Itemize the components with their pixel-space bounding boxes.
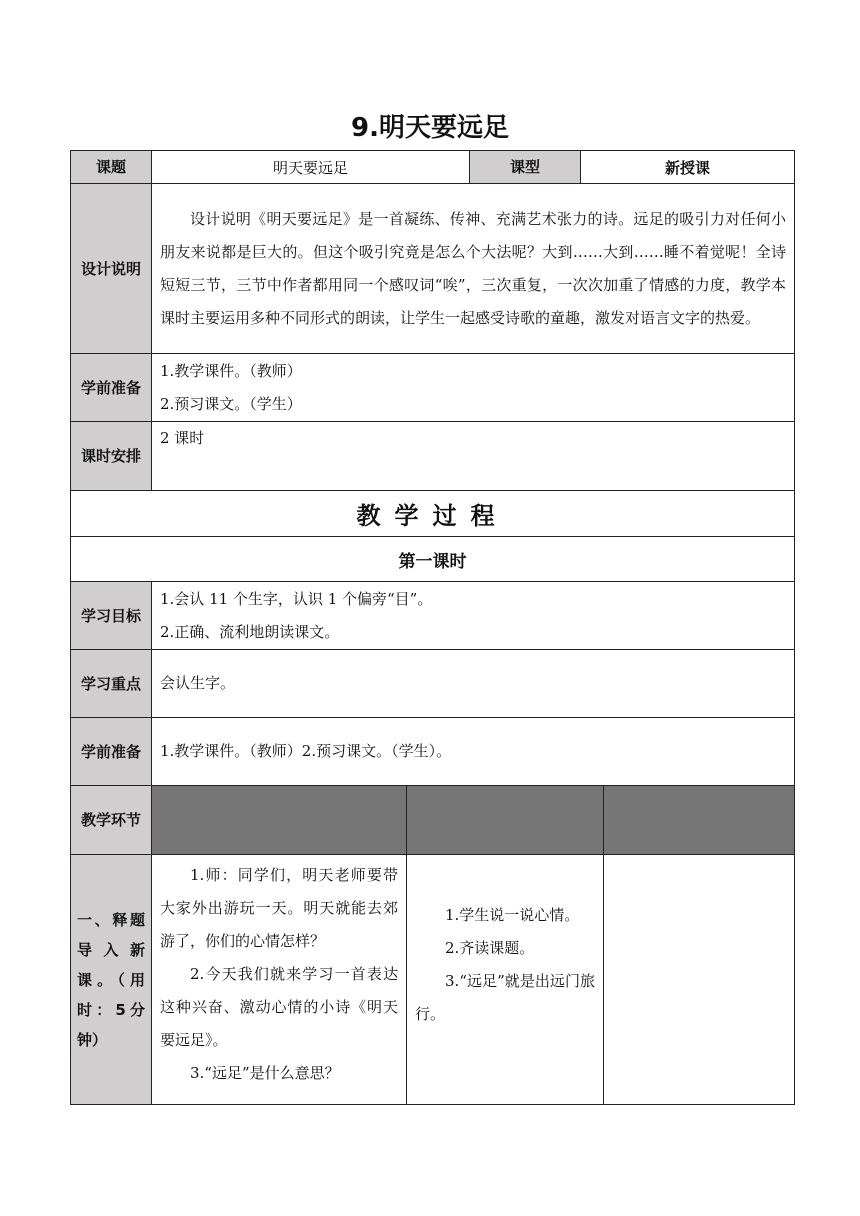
stage1-teacher: [152, 855, 407, 1105]
goals-line-1: 1.会认 11 个生字，认识 1 个偏旁“目”。: [160, 589, 433, 608]
process-title-row: [71, 491, 795, 537]
note-column-header: [604, 786, 795, 855]
prep-line-1: 1.教学课件。（教师）: [160, 361, 302, 380]
focus-label: 学习重点: [71, 650, 152, 718]
lesson-title-row: [71, 537, 795, 582]
type-label: 课型: [470, 151, 581, 184]
lesson-plan-table: [70, 150, 795, 1105]
stage1-student: [407, 855, 604, 1105]
schedule-label: 课时安排: [71, 422, 152, 491]
stage1-student-3: 3.“远足”就是出远门旅行。: [415, 972, 596, 1023]
topic-label: 课题: [71, 151, 152, 184]
type-value: 新授课: [581, 151, 795, 184]
goals-row: [71, 582, 795, 650]
schedule-value: 2 课时: [152, 422, 795, 491]
goals-label: 学习目标: [71, 582, 152, 650]
prep-label: 学前准备: [71, 354, 152, 422]
stage1-row: [71, 855, 795, 1105]
schedule-row: [71, 422, 795, 491]
document-title: 9.明天要远足: [351, 113, 509, 143]
stage1-note: [604, 855, 795, 1105]
topic-value: 明天要远足: [152, 151, 470, 184]
stage1-teacher-1: 1.师：同学们，明天老师要带大家外出游玩一天。明天就能去郊游了，你们的心情怎样？: [160, 866, 398, 950]
lesson-title: 第一课时: [71, 537, 795, 582]
focus-row: [71, 650, 795, 718]
stage-header-row: [71, 786, 795, 855]
design-row: [71, 184, 795, 354]
goals-lines: [152, 582, 795, 650]
prep-row: [71, 354, 795, 422]
design-text: 设计说明《明天要远足》是一首凝练、传神、充满艺术张力的诗。远足的吸引力对任何小朋友来说都是巨大的。但这个吸引究竟是怎么个大法呢？大到……大到……睡不着觉呢！全诗短短三节，三节中作者都用同一个感叹词“唉”，三次重复，一次次加重了情感的力度，教学本课时主要运用多种不同形式的朗读，让学生一起感受诗歌的童趣，激发对语言文字的热爱。: [152, 184, 795, 354]
goals-line-2: 2.正确、流利地朗读课文。: [160, 622, 340, 641]
stage1-teacher-2: 2.今天我们就来学习一首表达这种兴奋、激动心情的小诗《明天要远足》。: [160, 965, 398, 1049]
stage-header-label: 教学环节: [71, 786, 152, 855]
stage1-student-2: 2.齐读课题。: [445, 939, 535, 957]
design-label: 设计说明: [71, 184, 152, 354]
prep2-row: [71, 718, 795, 786]
header-row: [71, 151, 795, 184]
process-title: 教学过程: [71, 491, 795, 537]
prep2-value: 1.教学课件。（教师）2.预习课文。（学生）。: [152, 718, 795, 786]
student-column-header: [407, 786, 604, 855]
teacher-column-header: [152, 786, 407, 855]
prep2-label: 学前准备: [71, 718, 152, 786]
prep-lines: [152, 354, 795, 422]
stage1-label: 一、释题导入新课。（用时：5分钟）: [71, 855, 152, 1105]
focus-value: 会认生字。: [152, 650, 795, 718]
stage1-teacher-3: 3.“远足”是什么意思？: [190, 1064, 340, 1082]
prep-line-2: 2.预习课文。（学生）: [160, 394, 302, 413]
stage1-student-1: 1.学生说一说心情。: [445, 906, 580, 924]
